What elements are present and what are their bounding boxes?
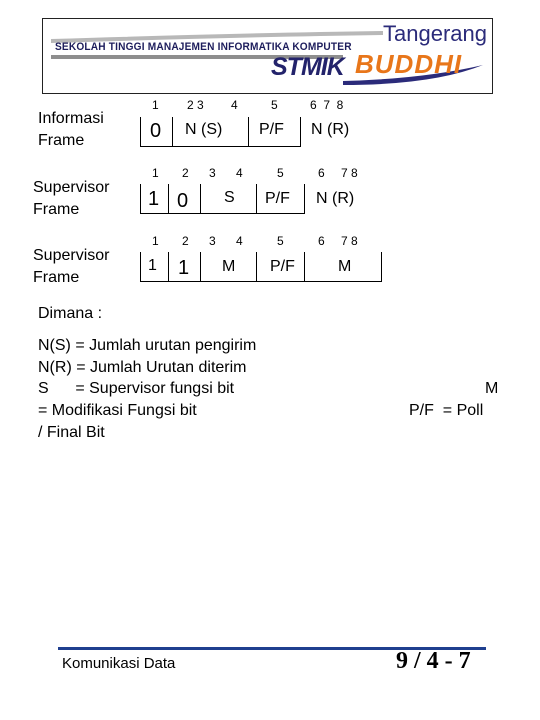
- frame-label-line1: Informasi: [38, 110, 104, 127]
- description-title: Dimana :: [38, 305, 103, 322]
- bit-number: 2: [182, 166, 189, 180]
- field-value: N (S): [185, 121, 223, 138]
- school-name: SEKOLAH TINGGI MANAJEMEN INFORMATIKA KOMPUTER: [55, 41, 352, 53]
- field-value: 0: [150, 120, 162, 142]
- bit-number: 5: [277, 234, 284, 248]
- bit-number: 1: [152, 166, 159, 180]
- field-value: M: [338, 258, 352, 275]
- bit-number: 4: [236, 166, 243, 180]
- bit-number: 6: [318, 234, 325, 248]
- frame-label-line1: Supervisor: [33, 179, 110, 196]
- bit-number: 4: [231, 98, 238, 112]
- field-value: 1: [148, 257, 157, 274]
- bit-number: 7 8: [341, 166, 358, 180]
- bit-number: 5: [277, 166, 284, 180]
- description-line: = Modifikasi Fungsi bit: [38, 402, 197, 419]
- city-name: Tangerang: [383, 21, 487, 46]
- field-value: P/F: [270, 258, 295, 275]
- bit-number: 1: [152, 98, 159, 112]
- frame-label-supervisor-1: [33, 177, 109, 221]
- bit-number: 3: [209, 166, 216, 180]
- bit-number: 7 8: [341, 234, 358, 248]
- description-right-m: M: [485, 380, 499, 397]
- field-value: N (R): [316, 190, 355, 207]
- frame-label-informasi: [38, 108, 104, 152]
- field-value: N (R): [311, 121, 350, 138]
- bit-number: 2 3: [187, 98, 204, 112]
- field-value: 1: [178, 257, 190, 279]
- frame-label-supervisor-2: [33, 245, 109, 289]
- description-line: / Final Bit: [38, 424, 105, 441]
- footer-page-number: 9 / 4 - 7: [396, 648, 471, 674]
- description-line: N(R) = Jumlah Urutan diterim: [38, 359, 247, 376]
- footer-course-title: Komunikasi Data: [62, 655, 176, 672]
- buddhi-text: BUDDHI: [355, 49, 463, 79]
- bit-number: 6 7 8: [310, 98, 344, 112]
- field-value: P/F: [259, 121, 284, 138]
- bit-number: 5: [271, 98, 278, 112]
- bit-number: 1: [152, 234, 159, 248]
- field-value: 0: [177, 190, 189, 212]
- bit-number: 2: [182, 234, 189, 248]
- frame-label-line1: Supervisor: [33, 247, 110, 264]
- description-line: S = Supervisor fungsi bit: [38, 380, 235, 397]
- field-value: P/F: [265, 190, 290, 207]
- stmik-text: STMIK: [271, 53, 344, 81]
- bit-number: 4: [236, 234, 243, 248]
- frame-label-line2: Frame: [33, 201, 80, 218]
- field-value: 1: [148, 188, 160, 210]
- description-right-pf: P/F = Poll: [409, 402, 484, 419]
- field-value: M: [222, 258, 236, 275]
- description-line: N(S) = Jumlah urutan pengirim: [38, 337, 257, 354]
- bit-number: 3: [209, 234, 216, 248]
- bit-number: 6: [318, 166, 325, 180]
- header-logo: [42, 18, 493, 94]
- field-value: S: [224, 189, 235, 206]
- frame-label-line2: Frame: [38, 132, 85, 149]
- frame-label-line2: Frame: [33, 269, 80, 286]
